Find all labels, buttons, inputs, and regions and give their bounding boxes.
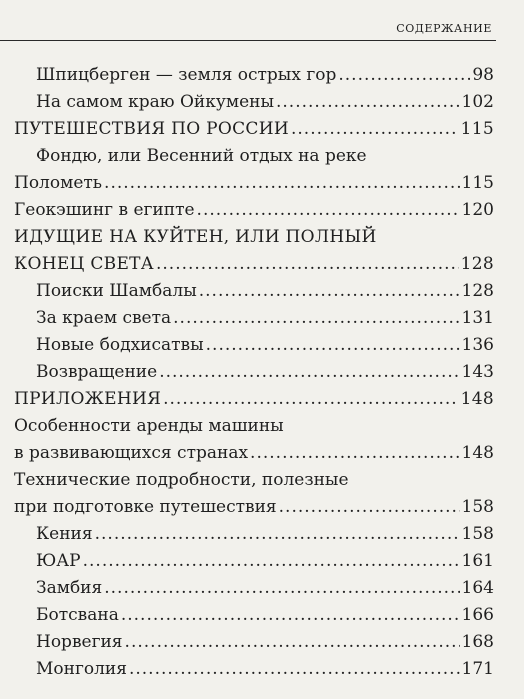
toc-entry-first-line bbox=[14, 415, 494, 437]
toc-leader-dots bbox=[159, 361, 459, 383]
toc-section-heading bbox=[14, 118, 494, 140]
toc-entry-title: ИДУЩИЕ НА КУЙТЕН, ИЛИ ПОЛНЫЙ bbox=[14, 227, 377, 247]
toc-entry-title: в развивающихся странах bbox=[14, 443, 249, 463]
toc-entry-title: при подготовке путешествия bbox=[14, 497, 277, 517]
toc-entry-page: 115 bbox=[461, 173, 494, 193]
toc-entry-title: Возвращение bbox=[36, 362, 158, 382]
toc-entry-page: 166 bbox=[461, 605, 494, 625]
toc-entry-title: Шпицберген — земля острых гор bbox=[36, 65, 337, 85]
toc-leader-dots bbox=[199, 280, 460, 302]
toc-leader-dots bbox=[206, 334, 460, 356]
toc-entry-title: ПРИЛОЖЕНИЯ bbox=[14, 389, 162, 409]
toc-entry-page: 161 bbox=[461, 551, 494, 571]
toc-leader-dots bbox=[163, 388, 459, 410]
toc-entry-title: Кения bbox=[36, 524, 93, 544]
toc-entry-title: Монголия bbox=[36, 659, 127, 679]
toc-entry bbox=[36, 307, 494, 329]
toc-entry-title: Замбия bbox=[36, 578, 103, 598]
header-rule bbox=[0, 40, 496, 41]
toc-leader-dots bbox=[83, 550, 460, 572]
toc-entry bbox=[36, 523, 494, 545]
toc-leader-dots bbox=[276, 91, 460, 113]
toc-entry-title: Геокэшинг в египте bbox=[14, 200, 195, 220]
toc-entry-title: Ботсвана bbox=[36, 605, 119, 625]
toc-entry bbox=[14, 496, 494, 518]
toc-entry bbox=[36, 550, 494, 572]
toc-entry-page: 128 bbox=[460, 254, 494, 274]
toc-leader-dots bbox=[173, 307, 459, 329]
toc-entry bbox=[14, 172, 494, 194]
toc-entry bbox=[36, 631, 494, 653]
toc-entry-page: 158 bbox=[461, 524, 494, 544]
toc-entry-page: 148 bbox=[461, 443, 494, 463]
toc-entry-title: Новые бодхисатвы bbox=[36, 335, 204, 355]
toc-leader-dots bbox=[104, 577, 459, 599]
toc-leader-dots bbox=[95, 523, 460, 545]
toc-entry-title: Фондю, или Весенний отдых на реке bbox=[36, 146, 367, 166]
toc-entry-page: 164 bbox=[461, 578, 494, 598]
toc-entry-page: 120 bbox=[461, 200, 494, 220]
toc-entry bbox=[14, 442, 494, 464]
toc-leader-dots bbox=[104, 172, 460, 194]
toc-section-heading bbox=[14, 388, 494, 410]
toc-entry bbox=[36, 64, 494, 86]
toc-entry-first-line bbox=[14, 469, 494, 491]
toc-entry-page: 131 bbox=[461, 308, 494, 328]
toc-leader-dots bbox=[279, 496, 460, 518]
toc-leader-dots bbox=[338, 64, 470, 86]
toc-entry-title: За краем света bbox=[36, 308, 172, 328]
running-head: СОДЕРЖАНИЕ bbox=[396, 22, 492, 35]
toc-entry-title: Норвегия bbox=[36, 632, 123, 652]
toc-leader-dots bbox=[291, 118, 459, 140]
toc-entry-title: ЮАР bbox=[36, 551, 81, 571]
toc-entry bbox=[36, 334, 494, 356]
toc-leader-dots bbox=[156, 253, 459, 275]
toc-entry-page: 143 bbox=[461, 362, 494, 382]
toc-entry-page: 102 bbox=[461, 92, 494, 112]
toc-entry bbox=[36, 577, 494, 599]
toc-leader-dots bbox=[125, 631, 460, 653]
toc-leader-dots bbox=[121, 604, 460, 626]
toc-entry-title: Технические подробности, полезные bbox=[14, 470, 349, 490]
toc-entry-title: ПУТЕШЕСТВИЯ ПО РОССИИ bbox=[14, 119, 289, 139]
toc-entry-title: Поиски Шамбалы bbox=[36, 281, 197, 301]
toc-entry-title: Особенности аренды машины bbox=[14, 416, 284, 436]
toc-entry bbox=[36, 91, 494, 113]
toc-entry-page: 168 bbox=[461, 632, 494, 652]
toc-entry-page: 136 bbox=[461, 335, 494, 355]
toc-entry bbox=[14, 199, 494, 221]
toc-entry bbox=[36, 361, 494, 383]
toc-entry-title: Пoлометь bbox=[14, 173, 103, 193]
toc-section-heading-first-line bbox=[14, 226, 494, 248]
toc-entry-title: На самом краю Ойкумены bbox=[36, 92, 274, 112]
toc-entry-page: 148 bbox=[460, 389, 494, 409]
toc-entry-title: КОНЕЦ СВЕТА bbox=[14, 254, 154, 274]
toc-entry-page: 158 bbox=[461, 497, 494, 517]
toc-entry bbox=[36, 280, 494, 302]
toc-leader-dots bbox=[129, 658, 460, 680]
toc-entry-page: 171 bbox=[461, 659, 494, 679]
toc-leader-dots bbox=[197, 199, 460, 221]
toc-entry bbox=[36, 658, 494, 680]
toc-entry-page: 115 bbox=[460, 119, 494, 139]
toc-entry-page: 98 bbox=[472, 65, 494, 85]
toc-entry-page: 128 bbox=[461, 281, 494, 301]
toc-leader-dots bbox=[250, 442, 460, 464]
toc-entry-first-line bbox=[36, 145, 494, 167]
toc-section-heading bbox=[14, 253, 494, 275]
toc-entry bbox=[36, 604, 494, 626]
